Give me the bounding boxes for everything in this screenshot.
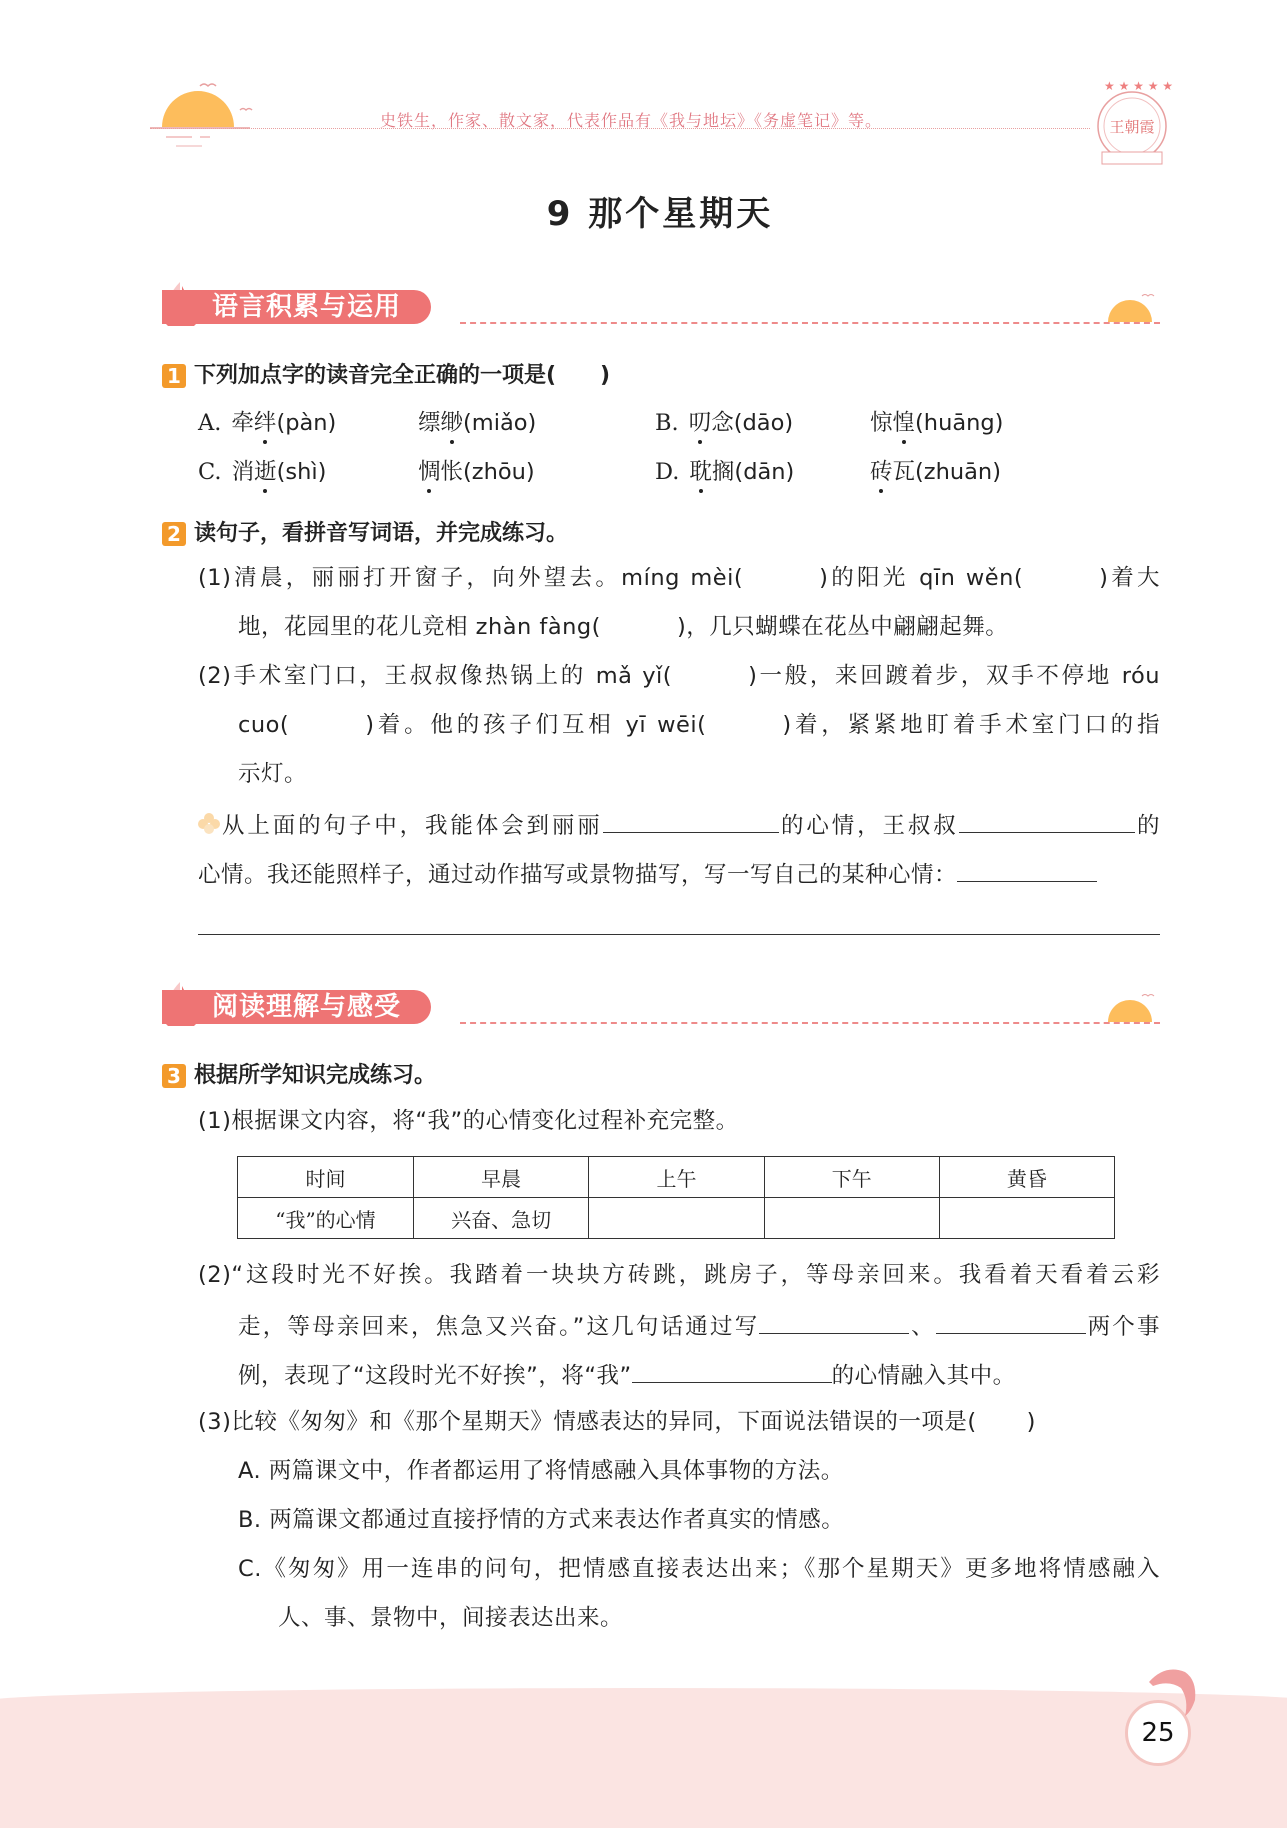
dotted-char: 绊 xyxy=(253,410,277,436)
question-text: 读句子，看拼音写词语，并完成练习。 xyxy=(194,521,569,546)
page-number: 25 xyxy=(1125,1700,1191,1766)
question-number-badge: 1 xyxy=(162,364,186,388)
q2-reflect-line1 xyxy=(222,808,1160,841)
word-part: 怅 xyxy=(440,459,464,485)
dotted-char: 砖 xyxy=(870,459,893,485)
option-item xyxy=(870,454,1001,486)
q2-p2-line2 xyxy=(238,710,1160,740)
flower-icon xyxy=(198,812,220,834)
word-part: 搁 xyxy=(711,459,735,485)
pinyin: (dān) xyxy=(734,459,795,485)
question-number-badge: 3 xyxy=(162,1064,186,1088)
option-item xyxy=(655,454,794,486)
text: )着，紧紧地盯着手术室门口的指 xyxy=(782,712,1160,738)
option-item xyxy=(198,405,336,437)
small-sun-icon xyxy=(1100,290,1160,330)
answer-blank[interactable] xyxy=(632,1358,832,1383)
text: 的 xyxy=(1134,813,1160,839)
text: ) xyxy=(1026,1409,1036,1435)
answer-blank[interactable] xyxy=(936,1309,1086,1334)
svg-text:★ ★ ★ ★ ★: ★ ★ ★ ★ ★ xyxy=(1104,79,1174,93)
text: 例，表现了“这段时光不好挨”，将“我” xyxy=(238,1363,632,1389)
word-part: 念 xyxy=(711,410,734,436)
answer-line[interactable] xyxy=(198,934,1160,935)
text: 从上面的句子中，我能体会到丽丽 xyxy=(222,813,603,839)
answer-blank[interactable] xyxy=(759,1309,909,1334)
text: 心情。我还能照样子，通过动作描写或景物描写，写一写自己的某种心情： xyxy=(198,862,958,888)
text: (2)手术室门口，王叔叔像热锅上的 mǎ yǐ( xyxy=(198,663,673,689)
pinyin: (shì) xyxy=(276,459,327,485)
table-cell: 兴奋、急切 xyxy=(413,1198,589,1239)
word-part: 瓦 xyxy=(892,459,916,485)
question-3 xyxy=(162,1058,436,1089)
q3-p2-line3 xyxy=(238,1358,1016,1391)
q3-p2-line2 xyxy=(238,1309,1160,1342)
option-c: C.《匆匆》用一连串的问句，把情感直接表达出来；《那个星期天》更多地将情感融入 xyxy=(238,1556,1160,1582)
table-cell: 时间 xyxy=(238,1157,414,1198)
option-label: A. xyxy=(198,410,222,436)
q2-p2-line1 xyxy=(198,661,1160,691)
table-row xyxy=(238,1198,1115,1239)
sunset-logo-icon xyxy=(150,80,260,155)
text: 的心情，王叔叔 xyxy=(778,813,959,839)
pinyin: (pàn) xyxy=(276,410,337,436)
text: )一般，来回踱着步，双手不停地 róu xyxy=(748,663,1160,689)
text: cuo( xyxy=(238,712,290,738)
dotted-char: 惆 xyxy=(418,459,441,485)
question-text: 根据所学知识完成练习。 xyxy=(194,1063,437,1088)
text: )着。他的孩子们互相 yī wēi( xyxy=(365,712,707,738)
word-part: 缥 xyxy=(418,410,441,436)
option-b: B. 两篇课文都通过直接抒情的方式来表达作者真实的情感。 xyxy=(238,1507,845,1533)
text: 的心情融入其中。 xyxy=(831,1363,1016,1389)
answer-blank[interactable] xyxy=(957,857,1097,882)
author-note: 史铁生，作家、散文家，代表作品有《我与地坛》《务虚笔记》等。 xyxy=(380,111,883,130)
table-cell: 下午 xyxy=(764,1157,939,1198)
text: )的阳光 qīn wěn( xyxy=(819,565,1024,591)
option-item xyxy=(655,405,793,437)
word-part: 惊 xyxy=(870,410,893,436)
option-label: C. xyxy=(198,459,222,485)
dotted-char: 缈 xyxy=(440,410,464,436)
question-text: 下列加点字的读音完全正确的一项是( ) xyxy=(194,363,611,388)
option-label: B. xyxy=(655,410,679,436)
text: 走，等母亲回来，焦急又兴奋。”这几句话通过写 xyxy=(238,1314,760,1340)
table-cell: 上午 xyxy=(589,1157,764,1198)
dolphin-icon xyxy=(1145,1660,1205,1720)
dotted-char: 叨 xyxy=(688,410,712,436)
dotted-char: 耽 xyxy=(689,459,712,485)
option-item xyxy=(418,405,536,437)
footer-band xyxy=(0,1688,1287,1828)
question-number-badge: 2 xyxy=(162,522,186,546)
question-2 xyxy=(162,516,568,547)
word-part: 消 xyxy=(231,459,255,485)
pinyin: (dāo) xyxy=(733,410,794,436)
section-banner-language: 语言积累与运用 xyxy=(162,290,431,324)
text: )，几只蝴蝶在花丛中翩翩起舞。 xyxy=(676,614,1009,640)
section-divider xyxy=(460,1022,1160,1024)
table-cell: “我”的心情 xyxy=(238,1198,414,1239)
text: 地，花园里的花儿竞相 zhàn fàng( xyxy=(238,614,601,640)
small-sun-icon xyxy=(1100,990,1160,1030)
word-part: 牵 xyxy=(231,410,254,436)
answer-cell[interactable] xyxy=(589,1198,764,1239)
q2-reflect-line2 xyxy=(198,857,1097,890)
text: 两个事 xyxy=(1085,1314,1160,1340)
option-label: D. xyxy=(655,459,680,485)
text: (3)比较《匆匆》和《那个星期天》情感表达的异同，下面说法错误的一项是( xyxy=(198,1409,977,1435)
option-a: A. 两篇课文中，作者都运用了将情感融入具体事物的方法。 xyxy=(238,1458,844,1484)
q2-p2-line3: 示灯。 xyxy=(238,761,308,787)
answer-cell[interactable] xyxy=(764,1198,939,1239)
pinyin: (miǎo) xyxy=(463,410,537,436)
question-1 xyxy=(162,358,610,389)
section-divider xyxy=(460,322,1160,324)
publisher-seal-icon xyxy=(1090,76,1174,168)
answer-blank[interactable] xyxy=(603,808,779,833)
pinyin: (zhuān) xyxy=(915,459,1001,485)
mood-table xyxy=(237,1156,1115,1239)
q3-p2-line1: (2)“这段时光不好挨。我踏着一块块方砖跳，跳房子，等母亲回来。我看着天看着云彩 xyxy=(198,1262,1160,1288)
q3-p3 xyxy=(198,1407,1036,1437)
pinyin: (huāng) xyxy=(915,410,1004,436)
answer-cell[interactable] xyxy=(939,1198,1114,1239)
option-item xyxy=(198,454,326,486)
q3-p1: (1)根据课文内容，将“我”的心情变化过程补充完整。 xyxy=(198,1108,739,1134)
text: 、 xyxy=(909,1314,936,1340)
option-item xyxy=(418,454,535,486)
table-cell: 黄昏 xyxy=(939,1157,1114,1198)
pinyin: (zhōu) xyxy=(463,459,535,485)
option-c-cont: 人、事、景物中，间接表达出来。 xyxy=(278,1605,624,1631)
q2-p1-line2 xyxy=(238,612,1008,642)
svg-text:王朝霞: 王朝霞 xyxy=(1109,118,1155,136)
option-item xyxy=(870,405,1003,437)
dotted-char: 逝 xyxy=(254,459,277,485)
section-banner-reading: 阅读理解与感受 xyxy=(162,990,431,1024)
page-title: 9 那个星期天 xyxy=(546,194,774,234)
text: )着大 xyxy=(1099,565,1160,591)
table-header-row xyxy=(238,1157,1115,1198)
dotted-char: 惶 xyxy=(892,410,916,436)
text: (1)清晨，丽丽打开窗子，向外望去。míng mèi( xyxy=(198,565,744,591)
q2-p1-line1 xyxy=(198,563,1160,593)
answer-blank[interactable] xyxy=(959,808,1135,833)
table-cell: 早晨 xyxy=(413,1157,589,1198)
